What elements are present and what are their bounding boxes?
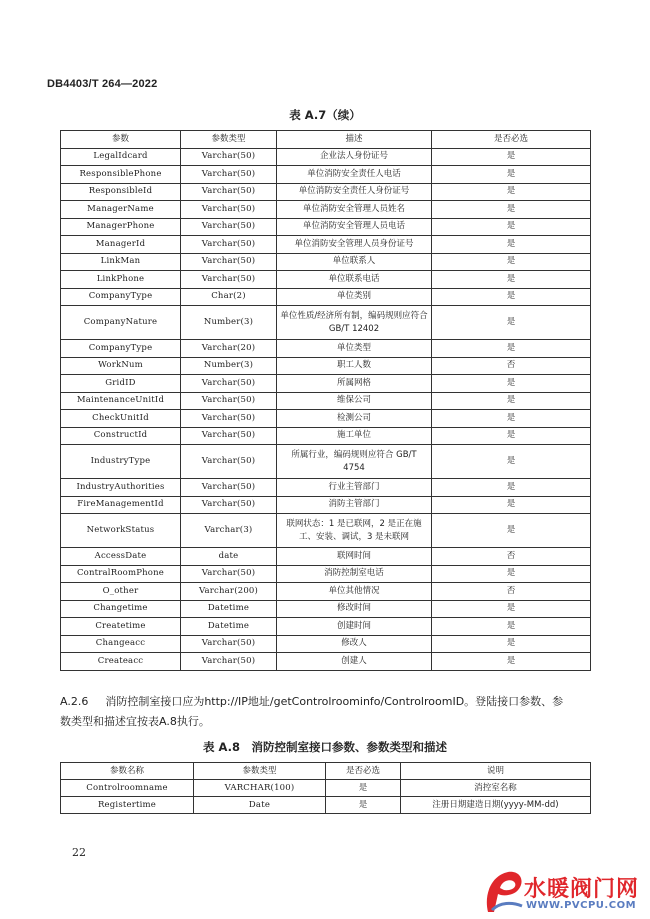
cell-param: FireManagementId (61, 496, 181, 514)
cell-param: CompanyType (61, 288, 181, 306)
cell-description: 创建时间 (277, 618, 432, 636)
cell-param-type: Varchar(50) (181, 496, 277, 514)
table-row (61, 479, 591, 497)
paragraph-line1: 消防控制室接口应为http://IP地址/getControlroominfo/ControlroomID。登陆接口参数、参 (105, 695, 564, 708)
table-row (61, 288, 591, 306)
cell-param-type: Varchar(50) (181, 565, 277, 583)
cell-param-type: Varchar(50) (181, 148, 277, 166)
cell-description: 单位联系电话 (277, 271, 432, 289)
table-row (61, 306, 591, 340)
cell-required: 否 (432, 357, 591, 375)
table-row (61, 201, 591, 219)
cell-param-type: Varchar(50) (181, 653, 277, 671)
table-row (61, 496, 591, 514)
watermark-logo-icon (482, 866, 526, 916)
table-row (61, 340, 591, 358)
cell-required: 否 (432, 583, 591, 601)
table-row (61, 410, 591, 428)
cell-param-type: Varchar(200) (181, 583, 277, 601)
table-row (61, 236, 591, 254)
cell-param-type: date (181, 548, 277, 566)
table-row (61, 583, 591, 601)
cell-param: Changetime (61, 600, 181, 618)
table-row (61, 797, 591, 814)
cell-param-type: Varchar(50) (181, 445, 277, 479)
cell-param-type: Number(3) (181, 306, 277, 340)
table-row (61, 427, 591, 445)
cell-description: 单位类别 (277, 288, 432, 306)
cell-param-type: Varchar(50) (181, 410, 277, 428)
cell-param: NetworkStatus (61, 514, 181, 548)
cell-description: 企业法人身份证号 (277, 148, 432, 166)
cell-param: ManagerName (61, 201, 181, 219)
cell-param-type: Varchar(50) (181, 183, 277, 201)
cell-description: 检测公司 (277, 410, 432, 428)
watermark-text: 水暖阀门网 (524, 877, 640, 902)
table-row (61, 514, 591, 548)
cell-param: Createtime (61, 618, 181, 636)
header-description: 描述 (277, 131, 432, 149)
cell-param-type: Varchar(50) (181, 253, 277, 271)
cell-required: 是 (432, 427, 591, 445)
cell-param-type: Varchar(3) (181, 514, 277, 548)
cell-param-type: Varchar(50) (181, 271, 277, 289)
cell-description: 修改时间 (277, 600, 432, 618)
cell-description: 单位消防安全管理人员身份证号 (277, 236, 432, 254)
cell-param-type: Number(3) (181, 357, 277, 375)
cell-param-type: Varchar(50) (181, 392, 277, 410)
table-row (61, 780, 591, 797)
cell-param: ManagerPhone (61, 218, 181, 236)
cell-param: LinkMan (61, 253, 181, 271)
cell-param: Createacc (61, 653, 181, 671)
cell-required: 是 (432, 288, 591, 306)
table-header-row (61, 131, 591, 149)
table-row (61, 600, 591, 618)
cell-description: 单位消防安全管理人员姓名 (277, 201, 432, 219)
cell-param: ResponsibleId (61, 183, 181, 201)
section-paragraph (60, 692, 600, 732)
cell-required: 是 (432, 565, 591, 583)
table-row (61, 357, 591, 375)
table-row (61, 166, 591, 184)
paragraph-line2: 数类型和描述宜按表A.8执行。 (60, 715, 210, 728)
table-row (61, 445, 591, 479)
table-row (61, 635, 591, 653)
table-row (61, 618, 591, 636)
cell-param-name: Controlroomname (61, 780, 194, 797)
header-param: 参数 (61, 131, 181, 149)
header-param-type: 参数类型 (181, 131, 277, 149)
cell-required: 是 (432, 340, 591, 358)
cell-param-type: Datetime (181, 618, 277, 636)
cell-param: IndustryAuthorities (61, 479, 181, 497)
cell-param: ManagerId (61, 236, 181, 254)
table-a7 (60, 130, 591, 671)
table-row (61, 271, 591, 289)
cell-description: 单位其他情况 (277, 583, 432, 601)
cell-description: 行业主管部门 (277, 479, 432, 497)
table-a8-caption: 表 A.8 消防控制室接口参数、参数类型和描述 (203, 740, 447, 754)
cell-required: 是 (432, 392, 591, 410)
cell-required: 是 (432, 618, 591, 636)
cell-required: 是 (326, 797, 401, 814)
cell-param-type: Varchar(50) (181, 479, 277, 497)
cell-description: 创建人 (277, 653, 432, 671)
cell-required: 是 (432, 271, 591, 289)
table-row (61, 653, 591, 671)
table-row (61, 548, 591, 566)
cell-required: 是 (432, 236, 591, 254)
cell-param: ContralRoomPhone (61, 565, 181, 583)
cell-description: 施工单位 (277, 427, 432, 445)
cell-description: 单位联系人 (277, 253, 432, 271)
cell-param-type: Varchar(50) (181, 375, 277, 393)
cell-note: 注册日期建造日期(yyyy-MM-dd) (401, 797, 591, 814)
cell-required: 是 (432, 653, 591, 671)
cell-required: 是 (432, 183, 591, 201)
cell-param: AccessDate (61, 548, 181, 566)
cell-param: WorkNum (61, 357, 181, 375)
watermark (480, 862, 650, 919)
cell-description: 联网时间 (277, 548, 432, 566)
cell-param: GridID (61, 375, 181, 393)
cell-required: 是 (432, 375, 591, 393)
table-row (61, 375, 591, 393)
cell-description: 联网状态：1 是已联网，2 是正在施工、安装、调试，3 是未联网 (277, 514, 432, 548)
cell-param-type: Varchar(50) (181, 201, 277, 219)
cell-required: 是 (432, 410, 591, 428)
cell-required: 是 (432, 496, 591, 514)
cell-param: ConstructId (61, 427, 181, 445)
cell-required: 是 (432, 148, 591, 166)
cell-param-type: Varchar(20) (181, 340, 277, 358)
cell-required: 是 (432, 166, 591, 184)
cell-description: 单位类型 (277, 340, 432, 358)
page-number: 22 (72, 846, 86, 859)
document-code: DB4403/T 264—2022 (47, 78, 158, 90)
cell-param-name: Registertime (61, 797, 194, 814)
cell-required: 是 (432, 479, 591, 497)
section-number: A.2.6 (60, 695, 89, 708)
cell-param: CompanyNature (61, 306, 181, 340)
cell-required: 是 (432, 218, 591, 236)
cell-param-type: Datetime (181, 600, 277, 618)
cell-param-type: Varchar(50) (181, 236, 277, 254)
cell-description: 修改人 (277, 635, 432, 653)
cell-required: 是 (326, 780, 401, 797)
cell-required: 是 (432, 635, 591, 653)
cell-param: ResponsiblePhone (61, 166, 181, 184)
header-note: 说明 (401, 763, 591, 780)
cell-required: 否 (432, 548, 591, 566)
cell-param-type: Varchar(50) (181, 166, 277, 184)
cell-description: 消防控制室电话 (277, 565, 432, 583)
table-a7-body (61, 148, 591, 670)
cell-required: 是 (432, 445, 591, 479)
header-param-type: 参数类型 (194, 763, 326, 780)
cell-param-type: Char(2) (181, 288, 277, 306)
header-required: 是否必选 (432, 131, 591, 149)
cell-param: LegalIdcard (61, 148, 181, 166)
watermark-url: WWW.PVCPU.COM (526, 900, 637, 911)
cell-param-type: Varchar(50) (181, 635, 277, 653)
table-row (61, 148, 591, 166)
cell-description: 职工人数 (277, 357, 432, 375)
table-header-row (61, 763, 591, 780)
cell-param-type: Varchar(50) (181, 427, 277, 445)
cell-param: IndustryType (61, 445, 181, 479)
table-a8 (60, 762, 591, 814)
table-row (61, 565, 591, 583)
cell-description: 单位消防安全管理人员电话 (277, 218, 432, 236)
header-required: 是否必选 (326, 763, 401, 780)
table-row (61, 218, 591, 236)
cell-description: 单位消防安全责任人电话 (277, 166, 432, 184)
cell-description: 单位性质/经济所有制，编码规则应符合 GB/T 12402 (277, 306, 432, 340)
cell-required: 是 (432, 600, 591, 618)
cell-description: 所属网格 (277, 375, 432, 393)
cell-note: 消控室名称 (401, 780, 591, 797)
cell-param: LinkPhone (61, 271, 181, 289)
cell-description: 消防主管部门 (277, 496, 432, 514)
cell-param-type: Date (194, 797, 326, 814)
cell-param-type: VARCHAR(100) (194, 780, 326, 797)
cell-param-type: Varchar(50) (181, 218, 277, 236)
table-row (61, 253, 591, 271)
cell-param: CheckUnitId (61, 410, 181, 428)
cell-description: 单位消防安全责任人身份证号 (277, 183, 432, 201)
table-row (61, 183, 591, 201)
cell-required: 是 (432, 514, 591, 548)
cell-param: CompanyType (61, 340, 181, 358)
cell-required: 是 (432, 253, 591, 271)
table-a7-caption: 表 A.7（续） (289, 108, 361, 122)
header-param-name: 参数名称 (61, 763, 194, 780)
table-a8-body (61, 780, 591, 814)
table-row (61, 392, 591, 410)
cell-param: MaintenanceUnitId (61, 392, 181, 410)
cell-required: 是 (432, 201, 591, 219)
cell-description: 维保公司 (277, 392, 432, 410)
cell-required: 是 (432, 306, 591, 340)
cell-param: O_other (61, 583, 181, 601)
cell-description: 所属行业，编码规则应符合 GB/T 4754 (277, 445, 432, 479)
cell-param: Changeacc (61, 635, 181, 653)
